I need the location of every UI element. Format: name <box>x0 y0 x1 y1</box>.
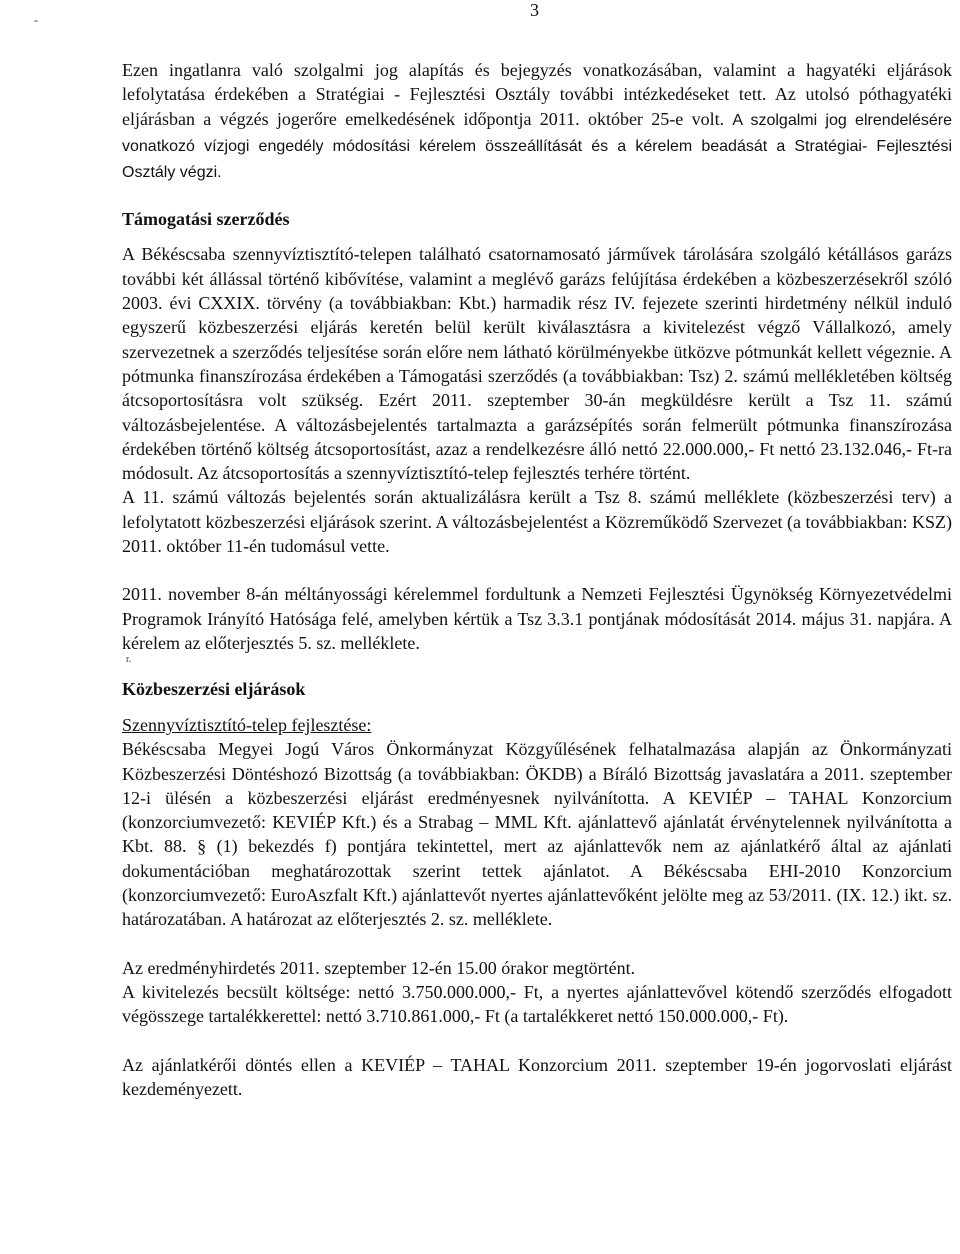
procurement-paragraph-3: A kivitelezés becsült költsége: nettó 3.750.000.000,- Ft, a nyertes ajánlattevővel kötendő szerződés elfogadott végösszege tartalékkerettel: nettó 3.710.861.000,- Ft (a tartalékkeret nettó 150.000.000,- Ft). <box>122 981 952 1027</box>
intro-text-sans: A szolgalmi jog elrendelésére vonatkozó vízjogi engedély módosítási kérelem összeállítását és a kérelem beadását a Stratégiai- Fejlesztési Osztály végzi. <box>122 111 953 182</box>
support-paragraph-2: A 11. számú változás bejelentés során aktualizálásra került a Tsz 8. számú melléklete (közbeszerzési terv) a lefolytatott közbeszerzési eljárások szerint. A változásbejelentést a Közreműködő Szervezet (a továbbiakban: KSZ) 2011. október 11-én tudomásul vette. <box>122 487 952 557</box>
procurement-paragraph-2: Az eredményhirdetés 2011. szeptember 12-én 15.00 órakor megtörtént. <box>122 957 636 978</box>
support-contract-heading: Támogatási szerződés <box>122 209 290 230</box>
procurement-subheading: Szennyvíztisztító-telep fejlesztése: <box>122 715 372 736</box>
document-body <box>122 58 952 1101</box>
page-number: 3 <box>530 0 539 20</box>
corner-mark: - <box>34 13 38 27</box>
procurement-paragraph-4: Az ajánlatkérői döntés ellen a KEVIÉP – TAHAL Konzorcium 2011. szeptember 19-én jogorvoslati eljárást kezdeményezett. <box>122 1054 952 1099</box>
support-paragraph-3: 2011. november 8-án méltányossági kérelemmel fordultunk a Nemzeti Fejlesztési Ügynökség Környezetvédelmi Programok Irányító Hatósága felé, amelyben kértük a Tsz 3.3.1 pontjának módosítását 2014. május 31. napjára. A kérelem az előterjesztés 5. sz. melléklete. <box>122 584 952 653</box>
stray-mark: r. <box>126 654 132 666</box>
procurement-paragraph-1: Békéscsaba Megyei Jogú Város Önkormányzat Közgyűlésének felhatalmazása alapján az Önkormányzati Közbeszerzési Döntéshozó Bizottság (a továbbiakban: ÖKDB) a Bíráló Bizottság javaslatára a 2011. szeptember 12-i ülésén a közbeszerzési eljárást eredményesnek nyilvánította. A KEVIÉP – TAHAL Konzorcium (konzorciumvezető: KEVIÉP Kft.) és a Strabag – MML Kft. ajánlattevő ajánlatát érvénytelennek nyilvánította a Kbt. 88. § (1) bekezdés f) pontjára tekintettel, mert az ajánlattevők nem az ajánlatkérő által az ajánlati dokumentációban meghatározottak szerint tettek ajánlatot. A Békéscsaba EHI-2010 Konzorcium (konzorciumvezető: EuroAszfalt Kft.) ajánlattevőt nyertes ajánlattevőként jelölte meg az 53/2011. (IX. 12.) ikt. sz. határozatában. A határozat az előterjesztés 2. sz. melléklete. <box>122 739 952 930</box>
support-paragraph-1: A Békéscsaba szennyvíztisztító-telepen található csatornamosató járművek tárolására szolgáló kétállásos garázs további két állással történő kibővítése, valamint a meglévő garázs felújítása érdekében a közbeszerzésekről szóló 2003. évi CXXIX. törvény (a továbbiakban: Kbt.) harmadik rész IV. fejezete szerinti hirdetmény nélkül induló egyszerű közbeszerzési eljárás keretén belül került kiválasztásra a kivitelezést végző Vállalkozó, amely szervezetnek a szerződés teljesítése során előre nem látható körülményekbe ütközve pótmunkát kellett végeznie. A pótmunka finanszírozása érdekében a Támogatási szerződés (a továbbiakban: Tsz) 2. számú mellékletében költség átcsoportosításra volt szükség. Ezért 2011. szeptember 30-án megküldésre került a Tsz 11. számú változásbejelentése. A változásbejelentés tartalmazta a garázsépítés során felmerült pótmunka finanszírozása érdekében történő költség átcsoportosítást, azaz a rendelkezésre álló nettó 22.000.000,- Ft nettó 23.132.046,- Ft-ra módosult. Az átcsoportosítás a szennyvíztisztító-telep fejlesztés terhére történt. <box>122 244 952 484</box>
intro-text-serif: Ezen ingatlanra való szolgalmi jog alapítás és bejegyzés vonatkozásában, valamint a hagyatéki eljárások lefolytatása érdekében a Stratégiai - Fejlesztési Osztály további intézkedéseket tett. Az utolsó póthagyatéki eljárásban a végzés jogerőre emelkedésének időpontja 2011. október 25-e volt. <box>122 60 952 129</box>
intro-paragraph <box>122 58 952 185</box>
procurement-heading: Közbeszerzési eljárások <box>122 679 306 700</box>
